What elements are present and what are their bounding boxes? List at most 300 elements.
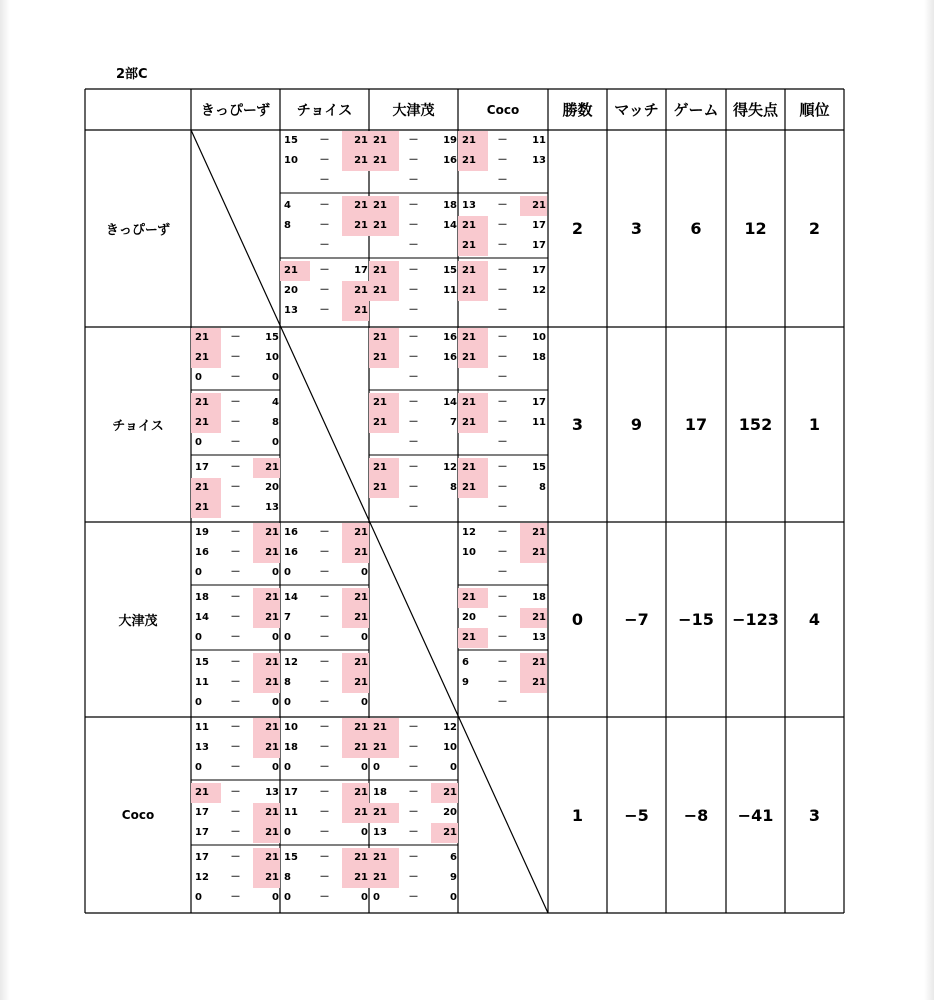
game-score: [458, 261, 547, 281]
score-right-value: 12: [532, 285, 546, 296]
game-score: [191, 433, 280, 453]
score-right-value: 21: [354, 787, 368, 798]
score-dash: －: [230, 592, 241, 603]
score-right-value: 21: [354, 612, 368, 623]
score-dash: －: [497, 417, 508, 428]
score-right-value: 9: [450, 872, 457, 883]
game-score: [191, 498, 280, 518]
score-left-value: 0: [284, 827, 291, 838]
score-dash: －: [497, 697, 508, 708]
score-dash: －: [408, 175, 419, 186]
game-score: [191, 718, 280, 738]
game-score: [191, 758, 280, 778]
score-dash: －: [408, 265, 419, 276]
score-left-value: 4: [284, 200, 291, 211]
score-dash: －: [408, 397, 419, 408]
score-dash: －: [408, 852, 419, 863]
score-dash: －: [497, 502, 508, 513]
score-left-value: 0: [195, 567, 202, 578]
score-right-value: 21: [354, 527, 368, 538]
score-dash: －: [230, 612, 241, 623]
stat-value: 4: [808, 610, 821, 629]
score-dash: －: [230, 372, 241, 383]
score-dash: －: [230, 332, 241, 343]
score-left-value: 0: [195, 892, 202, 903]
score-dash: －: [319, 240, 330, 251]
score-left-value: 21: [373, 332, 387, 343]
game-score: [191, 738, 280, 758]
score-left-value: 14: [284, 592, 298, 603]
column-header-team: Coco: [486, 102, 520, 117]
score-dash: －: [408, 135, 419, 146]
score-left-value: 21: [373, 852, 387, 863]
score-left-value: 13: [462, 200, 476, 211]
stat-value: 3: [571, 415, 584, 434]
score-right-value: 16: [443, 352, 457, 363]
score-right-value: 20: [265, 482, 279, 493]
score-left-value: 21: [462, 592, 476, 603]
score-left-value: 21: [373, 200, 387, 211]
score-right-value: 10: [532, 332, 546, 343]
score-left-value: 21: [284, 265, 298, 276]
game-score: [280, 171, 369, 191]
score-dash: －: [408, 285, 419, 296]
score-dash: －: [497, 482, 508, 493]
score-left-value: 17: [195, 852, 209, 863]
score-dash: －: [497, 265, 508, 276]
score-right-value: 0: [272, 567, 279, 578]
score-dash: －: [319, 742, 330, 753]
score-dash: －: [497, 437, 508, 448]
game-score: [458, 523, 547, 543]
game-score: [191, 413, 280, 433]
score-left-value: 21: [195, 787, 209, 798]
game-score: [458, 216, 547, 236]
game-score: [280, 196, 369, 216]
game-score: [280, 588, 369, 608]
score-dash: －: [319, 200, 330, 211]
score-right-value: 16: [443, 332, 457, 343]
game-score: [458, 458, 547, 478]
score-dash: －: [319, 265, 330, 276]
score-dash: －: [497, 285, 508, 296]
score-left-value: 21: [373, 155, 387, 166]
stat-value: 2: [808, 219, 821, 238]
score-left-value: 21: [373, 482, 387, 493]
game-score: [280, 608, 369, 628]
score-left-value: 0: [284, 762, 291, 773]
score-right-value: 21: [265, 592, 279, 603]
game-score: [280, 543, 369, 563]
stat-value: −8: [683, 805, 709, 825]
division-title: 2部C: [116, 67, 148, 82]
score-right-value: 8: [539, 482, 546, 493]
score-right-value: 21: [265, 852, 279, 863]
stat-value: 3: [808, 805, 821, 825]
score-left-value: 21: [373, 397, 387, 408]
score-right-value: 0: [272, 892, 279, 903]
score-left-value: 21: [462, 352, 476, 363]
score-left-value: 15: [195, 657, 209, 668]
game-score: [369, 888, 458, 908]
score-dash: －: [230, 632, 241, 643]
stat-value: 12: [744, 219, 767, 238]
score-right-value: 21: [265, 742, 279, 753]
score-dash: －: [230, 787, 241, 798]
score-left-value: 17: [195, 807, 209, 818]
score-dash: －: [319, 722, 330, 733]
score-right-value: 21: [265, 677, 279, 688]
score-right-value: 21: [265, 872, 279, 883]
score-left-value: 21: [373, 135, 387, 146]
score-dash: －: [230, 567, 241, 578]
score-dash: －: [230, 677, 241, 688]
score-dash: －: [230, 397, 241, 408]
score-right-value: 21: [265, 827, 279, 838]
score-right-value: 21: [532, 677, 546, 688]
score-dash: －: [497, 240, 508, 251]
game-score: [280, 823, 369, 843]
score-right-value: 0: [361, 632, 368, 643]
score-right-value: 14: [443, 397, 457, 408]
score-right-value: 18: [532, 352, 546, 363]
score-dash: －: [230, 417, 241, 428]
score-dash: －: [408, 722, 419, 733]
game-score: [369, 368, 458, 388]
score-right-value: 21: [443, 787, 457, 798]
game-score: [280, 151, 369, 171]
stat-value: 152: [738, 415, 773, 434]
score-right-value: 12: [443, 722, 457, 733]
score-dash: －: [408, 742, 419, 753]
game-score: [369, 848, 458, 868]
score-right-value: 20: [443, 807, 457, 818]
score-dash: －: [319, 547, 330, 558]
score-left-value: 10: [284, 155, 298, 166]
score-right-value: 19: [443, 135, 457, 146]
score-right-value: 21: [265, 527, 279, 538]
score-dash: －: [230, 852, 241, 863]
game-score: [369, 171, 458, 191]
score-right-value: 21: [532, 657, 546, 668]
game-score: [369, 301, 458, 321]
score-dash: －: [497, 397, 508, 408]
score-left-value: 17: [284, 787, 298, 798]
score-right-value: 21: [354, 677, 368, 688]
score-right-value: 0: [361, 697, 368, 708]
score-right-value: 21: [354, 722, 368, 733]
game-score: [191, 563, 280, 583]
score-right-value: 21: [265, 657, 279, 668]
game-score: [369, 718, 458, 738]
stat-value: 6: [690, 219, 702, 238]
score-left-value: 21: [373, 807, 387, 818]
score-right-value: 21: [354, 742, 368, 753]
score-left-value: 16: [284, 527, 298, 538]
score-dash: －: [319, 827, 330, 838]
game-score: [280, 563, 369, 583]
game-score: [458, 393, 547, 413]
row-team-name: 大津茂: [118, 614, 158, 629]
stat-value: 0: [571, 610, 584, 629]
score-left-value: 15: [284, 135, 298, 146]
score-right-value: 21: [265, 807, 279, 818]
score-right-value: 13: [265, 502, 279, 513]
score-right-value: 17: [532, 220, 546, 231]
score-dash: －: [319, 657, 330, 668]
stat-value: 9: [630, 415, 643, 434]
score-dash: －: [408, 200, 419, 211]
score-dash: －: [319, 852, 330, 863]
score-right-value: 15: [265, 332, 279, 343]
score-dash: －: [408, 762, 419, 773]
score-left-value: 20: [462, 612, 476, 623]
stat-value: 3: [630, 219, 643, 238]
score-dash: －: [319, 567, 330, 578]
score-dash: －: [319, 762, 330, 773]
game-score: [369, 236, 458, 256]
score-left-value: 6: [462, 657, 469, 668]
score-dash: －: [497, 632, 508, 643]
column-header-stat: 勝数: [562, 101, 593, 119]
game-score: [191, 348, 280, 368]
score-dash: －: [408, 332, 419, 343]
column-header-stat: 順位: [799, 101, 830, 119]
score-dash: －: [230, 697, 241, 708]
game-score: [280, 131, 369, 151]
score-left-value: 18: [195, 592, 209, 603]
game-score: [458, 433, 547, 453]
game-score: [191, 523, 280, 543]
score-dash: －: [230, 547, 241, 558]
score-dash: －: [319, 677, 330, 688]
score-left-value: 21: [195, 502, 209, 513]
game-score: [191, 588, 280, 608]
game-score: [369, 433, 458, 453]
score-left-value: 8: [284, 677, 291, 688]
game-score: [191, 673, 280, 693]
score-right-value: 16: [443, 155, 457, 166]
score-right-value: 18: [443, 200, 457, 211]
score-left-value: 21: [373, 417, 387, 428]
score-left-value: 21: [462, 135, 476, 146]
score-dash: －: [230, 762, 241, 773]
score-right-value: 0: [450, 892, 457, 903]
game-score: [280, 693, 369, 713]
score-right-value: 15: [532, 462, 546, 473]
score-right-value: 13: [532, 155, 546, 166]
score-dash: －: [408, 807, 419, 818]
score-left-value: 10: [284, 722, 298, 733]
score-left-value: 21: [462, 397, 476, 408]
score-right-value: 0: [272, 632, 279, 643]
score-dash: －: [319, 155, 330, 166]
score-dash: －: [230, 657, 241, 668]
game-score: [191, 608, 280, 628]
score-dash: －: [497, 547, 508, 558]
score-dash: －: [230, 892, 241, 903]
game-score: [458, 563, 547, 583]
score-right-value: 18: [532, 592, 546, 603]
game-score: [280, 653, 369, 673]
game-score: [191, 803, 280, 823]
score-dash: －: [497, 332, 508, 343]
game-score: [369, 783, 458, 803]
game-score: [369, 803, 458, 823]
score-left-value: 21: [195, 482, 209, 493]
score-dash: －: [319, 872, 330, 883]
game-score: [458, 543, 547, 563]
score-left-value: 21: [373, 462, 387, 473]
score-left-value: 0: [284, 632, 291, 643]
score-right-value: 13: [532, 632, 546, 643]
score-dash: －: [497, 592, 508, 603]
game-score: [458, 301, 547, 321]
game-score: [191, 848, 280, 868]
row-team-name: Coco: [121, 808, 155, 822]
score-left-value: 7: [284, 612, 291, 623]
game-score: [280, 301, 369, 321]
score-left-value: 21: [462, 155, 476, 166]
score-left-value: 0: [284, 697, 291, 708]
score-right-value: 11: [532, 135, 546, 146]
game-score: [458, 348, 547, 368]
score-right-value: 0: [361, 762, 368, 773]
score-right-value: 21: [265, 612, 279, 623]
score-left-value: 8: [284, 220, 291, 231]
score-right-value: 0: [361, 567, 368, 578]
score-right-value: 21: [265, 722, 279, 733]
score-left-value: 11: [195, 677, 209, 688]
column-header-team: 大津茂: [392, 102, 435, 119]
score-left-value: 21: [373, 742, 387, 753]
score-dash: －: [230, 527, 241, 538]
score-right-value: 21: [354, 852, 368, 863]
score-left-value: 21: [462, 462, 476, 473]
game-score: [191, 693, 280, 713]
game-score: [191, 868, 280, 888]
score-left-value: 18: [284, 742, 298, 753]
score-left-value: 21: [462, 332, 476, 343]
game-score: [458, 236, 547, 256]
score-dash: －: [230, 462, 241, 473]
game-score: [369, 758, 458, 778]
score-dash: －: [319, 285, 330, 296]
game-score: [191, 653, 280, 673]
score-right-value: 21: [354, 305, 368, 316]
score-left-value: 21: [195, 397, 209, 408]
score-dash: －: [497, 677, 508, 688]
game-score: [458, 653, 547, 673]
stat-value: 1: [571, 805, 584, 825]
score-dash: －: [408, 482, 419, 493]
score-right-value: 17: [532, 397, 546, 408]
score-left-value: 0: [195, 697, 202, 708]
game-score: [458, 478, 547, 498]
score-dash: －: [408, 155, 419, 166]
score-dash: －: [408, 827, 419, 838]
game-score: [280, 718, 369, 738]
game-score: [280, 758, 369, 778]
score-left-value: 0: [195, 632, 202, 643]
score-dash: －: [319, 175, 330, 186]
score-left-value: 17: [195, 827, 209, 838]
score-right-value: 8: [272, 417, 279, 428]
score-right-value: 0: [361, 827, 368, 838]
score-dash: －: [497, 220, 508, 231]
game-score: [458, 608, 547, 628]
score-dash: －: [230, 742, 241, 753]
score-left-value: 0: [284, 892, 291, 903]
game-score: [458, 171, 547, 191]
score-left-value: 9: [462, 677, 469, 688]
score-right-value: 11: [532, 417, 546, 428]
score-left-value: 21: [373, 722, 387, 733]
score-left-value: 13: [373, 827, 387, 838]
game-score: [280, 888, 369, 908]
score-left-value: 0: [195, 372, 202, 383]
score-left-value: 20: [284, 285, 298, 296]
score-dash: －: [408, 417, 419, 428]
score-right-value: 21: [354, 135, 368, 146]
game-score: [369, 458, 458, 478]
score-left-value: 10: [462, 547, 476, 558]
score-dash: －: [408, 220, 419, 231]
score-dash: －: [408, 502, 419, 513]
stat-value: 1: [808, 415, 821, 434]
score-left-value: 21: [462, 482, 476, 493]
score-right-value: 4: [272, 397, 279, 408]
score-left-value: 21: [373, 872, 387, 883]
score-dash: －: [497, 175, 508, 186]
score-dash: －: [497, 155, 508, 166]
game-score: [369, 261, 458, 281]
score-right-value: 0: [272, 437, 279, 448]
game-score: [280, 261, 369, 281]
score-right-value: 17: [354, 265, 368, 276]
score-dash: －: [497, 567, 508, 578]
column-header-team: きっぴーず: [200, 102, 271, 119]
game-score: [458, 588, 547, 608]
game-score: [369, 328, 458, 348]
stat-value: −123: [732, 610, 779, 629]
score-left-value: 21: [373, 265, 387, 276]
score-dash: －: [230, 352, 241, 363]
game-score: [280, 628, 369, 648]
row-team-name: チョイス: [112, 419, 164, 434]
score-left-value: 11: [195, 722, 209, 733]
game-score: [280, 673, 369, 693]
score-right-value: 14: [443, 220, 457, 231]
game-score: [369, 131, 458, 151]
game-score: [369, 738, 458, 758]
score-left-value: 21: [195, 332, 209, 343]
score-left-value: 16: [195, 547, 209, 558]
stat-value: −41: [737, 805, 774, 825]
score-left-value: 8: [284, 872, 291, 883]
score-dash: －: [408, 352, 419, 363]
score-right-value: 21: [354, 285, 368, 296]
score-left-value: 12: [284, 657, 298, 668]
score-dash: －: [408, 305, 419, 316]
score-right-value: 0: [272, 372, 279, 383]
game-score: [280, 216, 369, 236]
game-score: [369, 216, 458, 236]
score-right-value: 6: [450, 852, 457, 863]
game-score: [458, 196, 547, 216]
score-left-value: 15: [284, 852, 298, 863]
score-left-value: 21: [462, 240, 476, 251]
